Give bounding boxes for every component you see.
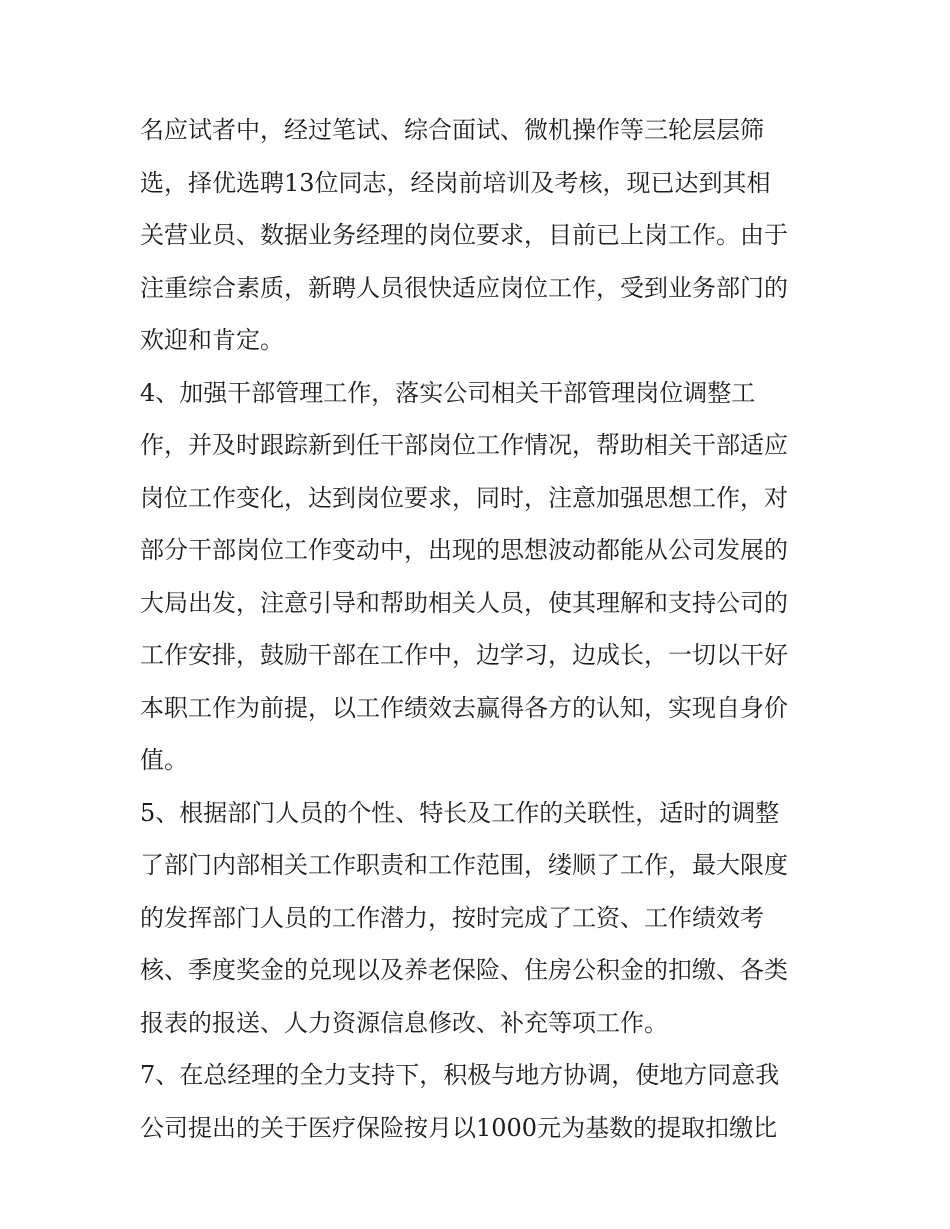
text-line: 核、季度奖金的兑现以及养老保险、住房公积金的扣缴、各类: [140, 956, 788, 984]
text-line: 欢迎和肯定。: [140, 326, 284, 354]
text-line: 5、根据部门人员的个性、特长及工作的关联性，适时的调整: [140, 798, 780, 827]
text-line: 7、在总经理的全力支持下，积极与地方协调，使地方同意我: [140, 1061, 780, 1089]
text-line: 了部门内部相关工作职责和工作范围，缕顺了工作，最大限度: [140, 851, 788, 879]
text-line: 作，并及时跟踪新到任干部岗位工作情况，帮助相关干部适应: [140, 431, 788, 459]
text-line: 的发挥部门人员的工作潜力，按时完成了工资、工作绩效考: [140, 903, 764, 932]
text-line: 选，择优选聘13位同志，经岗前培训及考核，现已达到其相: [140, 168, 771, 197]
text-line: 关营业员、数据业务经理的岗位要求，目前已上岗工作。由于: [140, 221, 788, 249]
text-line: 岗位工作变化，达到岗位要求，同时，注意加强思想工作，对: [140, 483, 788, 512]
text-line: 工作安排，鼓励干部在工作中，边学习，边成长，一切以干好: [140, 641, 788, 669]
text-line: 值。: [140, 746, 188, 774]
text-line: 本职工作为前提，以工作绩效去赢得各方的认知，实现自身价: [140, 693, 788, 722]
body-text: [140, 104, 820, 1154]
text-line: 公司提出的关于医疗保险按月以1000元为基数的提取扣缴比: [140, 1113, 778, 1142]
text-line: 名应试者中，经过笔试、综合面试、微机操作等三轮层层筛: [140, 116, 764, 144]
text-line: 4、加强干部管理工作，落实公司相关干部管理岗位调整工: [140, 378, 756, 407]
text-line: 部分干部岗位工作变动中，出现的思想波动都能从公司发展的: [140, 536, 788, 564]
text-line: 大局出发，注意引导和帮助相关人员，使其理解和支持公司的: [140, 588, 788, 617]
text-line: 注重综合素质，新聘人员很快适应岗位工作，受到业务部门的: [140, 273, 788, 302]
text-line: 报表的报送、人力资源信息修改、补充等项工作。: [140, 1008, 668, 1037]
